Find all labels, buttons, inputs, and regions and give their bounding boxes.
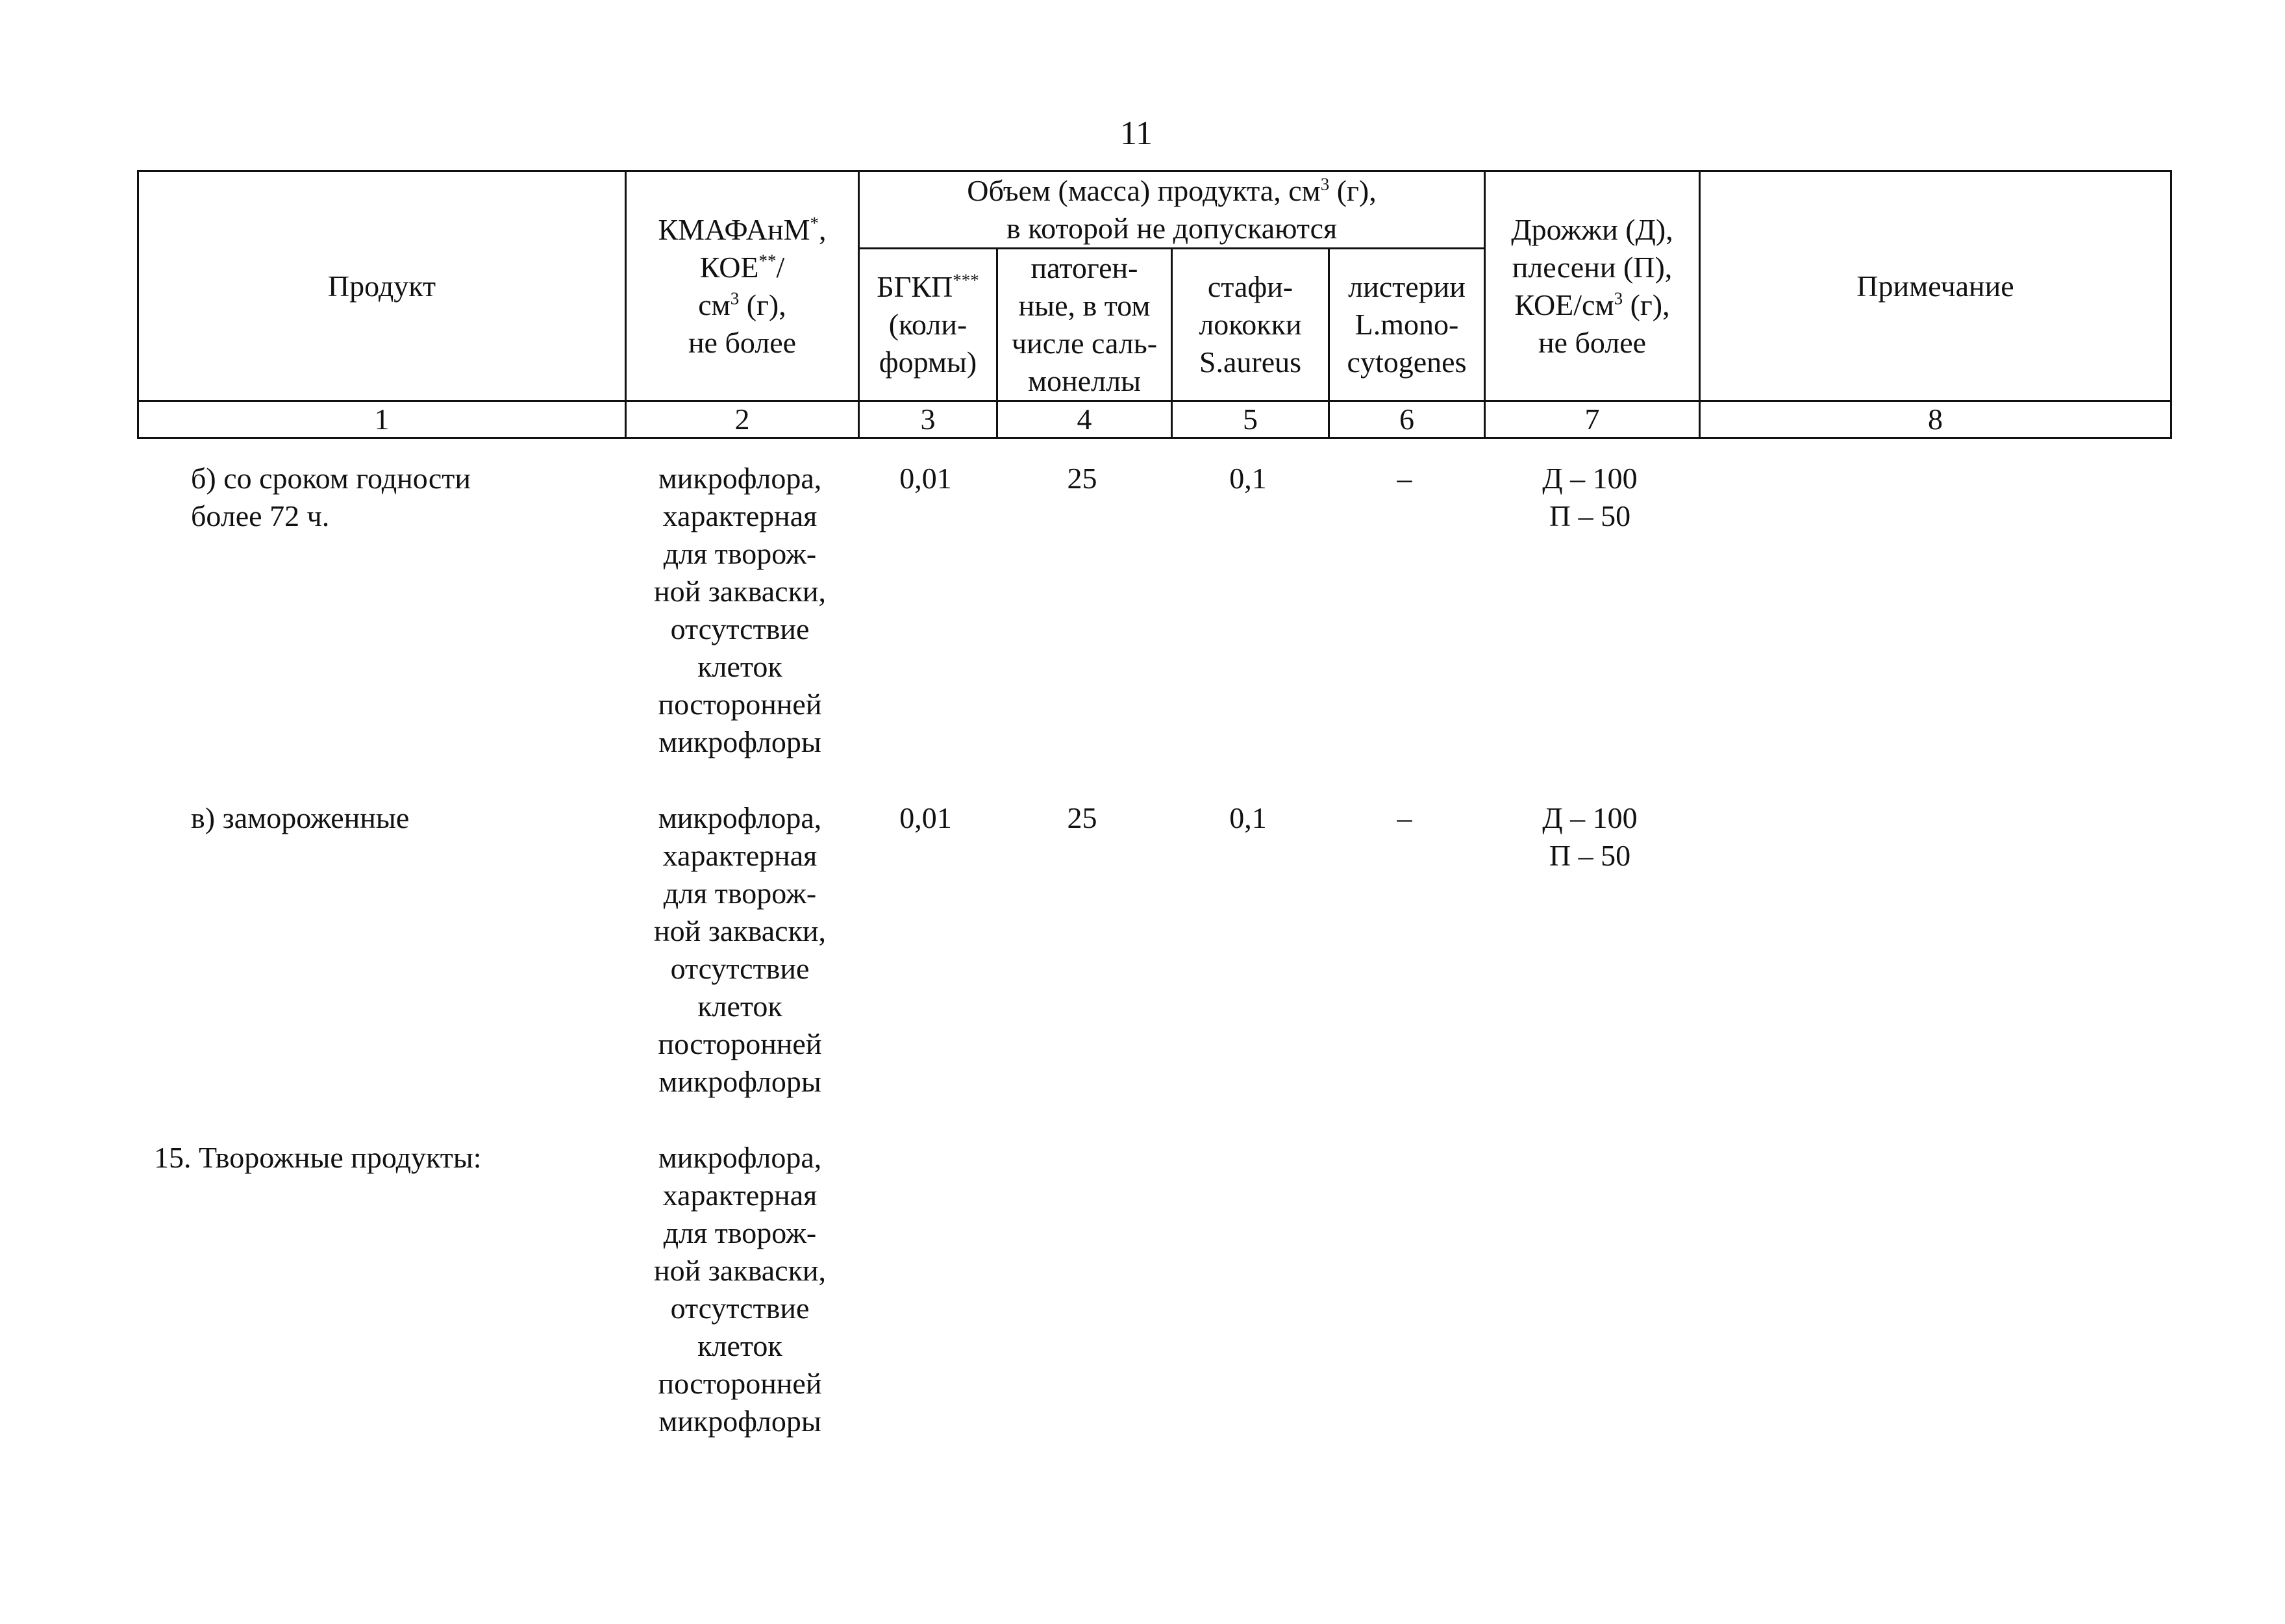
header-yeast-mold: Дрожжи (Д), плесени (П), КОЕ/$см^3$ (г), не более (1485, 171, 1700, 401)
product-name: б) со сроком годности более 72 ч. (191, 462, 471, 532)
header-pathogenic: патоген- ные, в том числе саль- монеллы (997, 249, 1172, 401)
header-listeria: листерии L.mono- cytogenes (1329, 249, 1485, 401)
product-name: 15. Творожные продукты: (154, 1141, 482, 1174)
yeast-mold-value: Д – 100 П – 50 (1542, 801, 1638, 872)
column-number: 6 (1329, 401, 1485, 438)
yeast-mold-value: Д – 100 П – 50 (1542, 462, 1638, 532)
header-staph: стафи- лококки S.aureus (1172, 249, 1329, 401)
header-note: Примечание (1700, 171, 2171, 401)
listeria-value: – (1397, 801, 1412, 834)
table-header (137, 170, 2172, 439)
column-number: 1 (138, 401, 626, 438)
staph-value: 0,1 (1229, 462, 1267, 495)
table-row (0, 799, 2285, 1111)
column-number-row (138, 401, 2171, 438)
pathogenic-value: 25 (1067, 462, 1097, 495)
microflora-cell: микрофлора, характерная для творож- ной закваски, отсутствие клеток посторонней микрофлоры (653, 801, 827, 1098)
listeria-value: – (1397, 462, 1412, 495)
header-volume-group: Объем (масса) продукта, $см^3$ (г), в которой не допускаются (859, 171, 1485, 249)
bgkp-value: 0,01 (899, 801, 952, 834)
table-row (0, 460, 2285, 771)
column-number: 2 (626, 401, 859, 438)
column-number: 5 (1172, 401, 1329, 438)
table-row (0, 1139, 2285, 1451)
pathogenic-value: 25 (1067, 801, 1097, 834)
header-product: Продукт (138, 171, 626, 401)
microflora-cell: микрофлора, характерная для творож- ной закваски, отсутствие клеток посторонней микрофлоры (653, 1141, 827, 1438)
column-number: 3 (859, 401, 997, 438)
bgkp-value: 0,01 (899, 462, 952, 495)
header-kmafanm: КМАФАнМ*, КОЕ**/ $см^3$ (г), не более (626, 171, 859, 401)
page-number: 11 (1119, 115, 1153, 152)
column-number: 4 (997, 401, 1172, 438)
microflora-cell: микрофлора, характерная для творож- ной закваски, отсутствие клеток посторонней микрофлоры (653, 462, 827, 758)
header-bgkp: БГКП*** (коли- формы) (859, 249, 997, 401)
staph-value: 0,1 (1229, 801, 1267, 834)
product-name: в) замороженные (191, 801, 410, 834)
column-number: 8 (1700, 401, 2171, 438)
column-number: 7 (1485, 401, 1700, 438)
